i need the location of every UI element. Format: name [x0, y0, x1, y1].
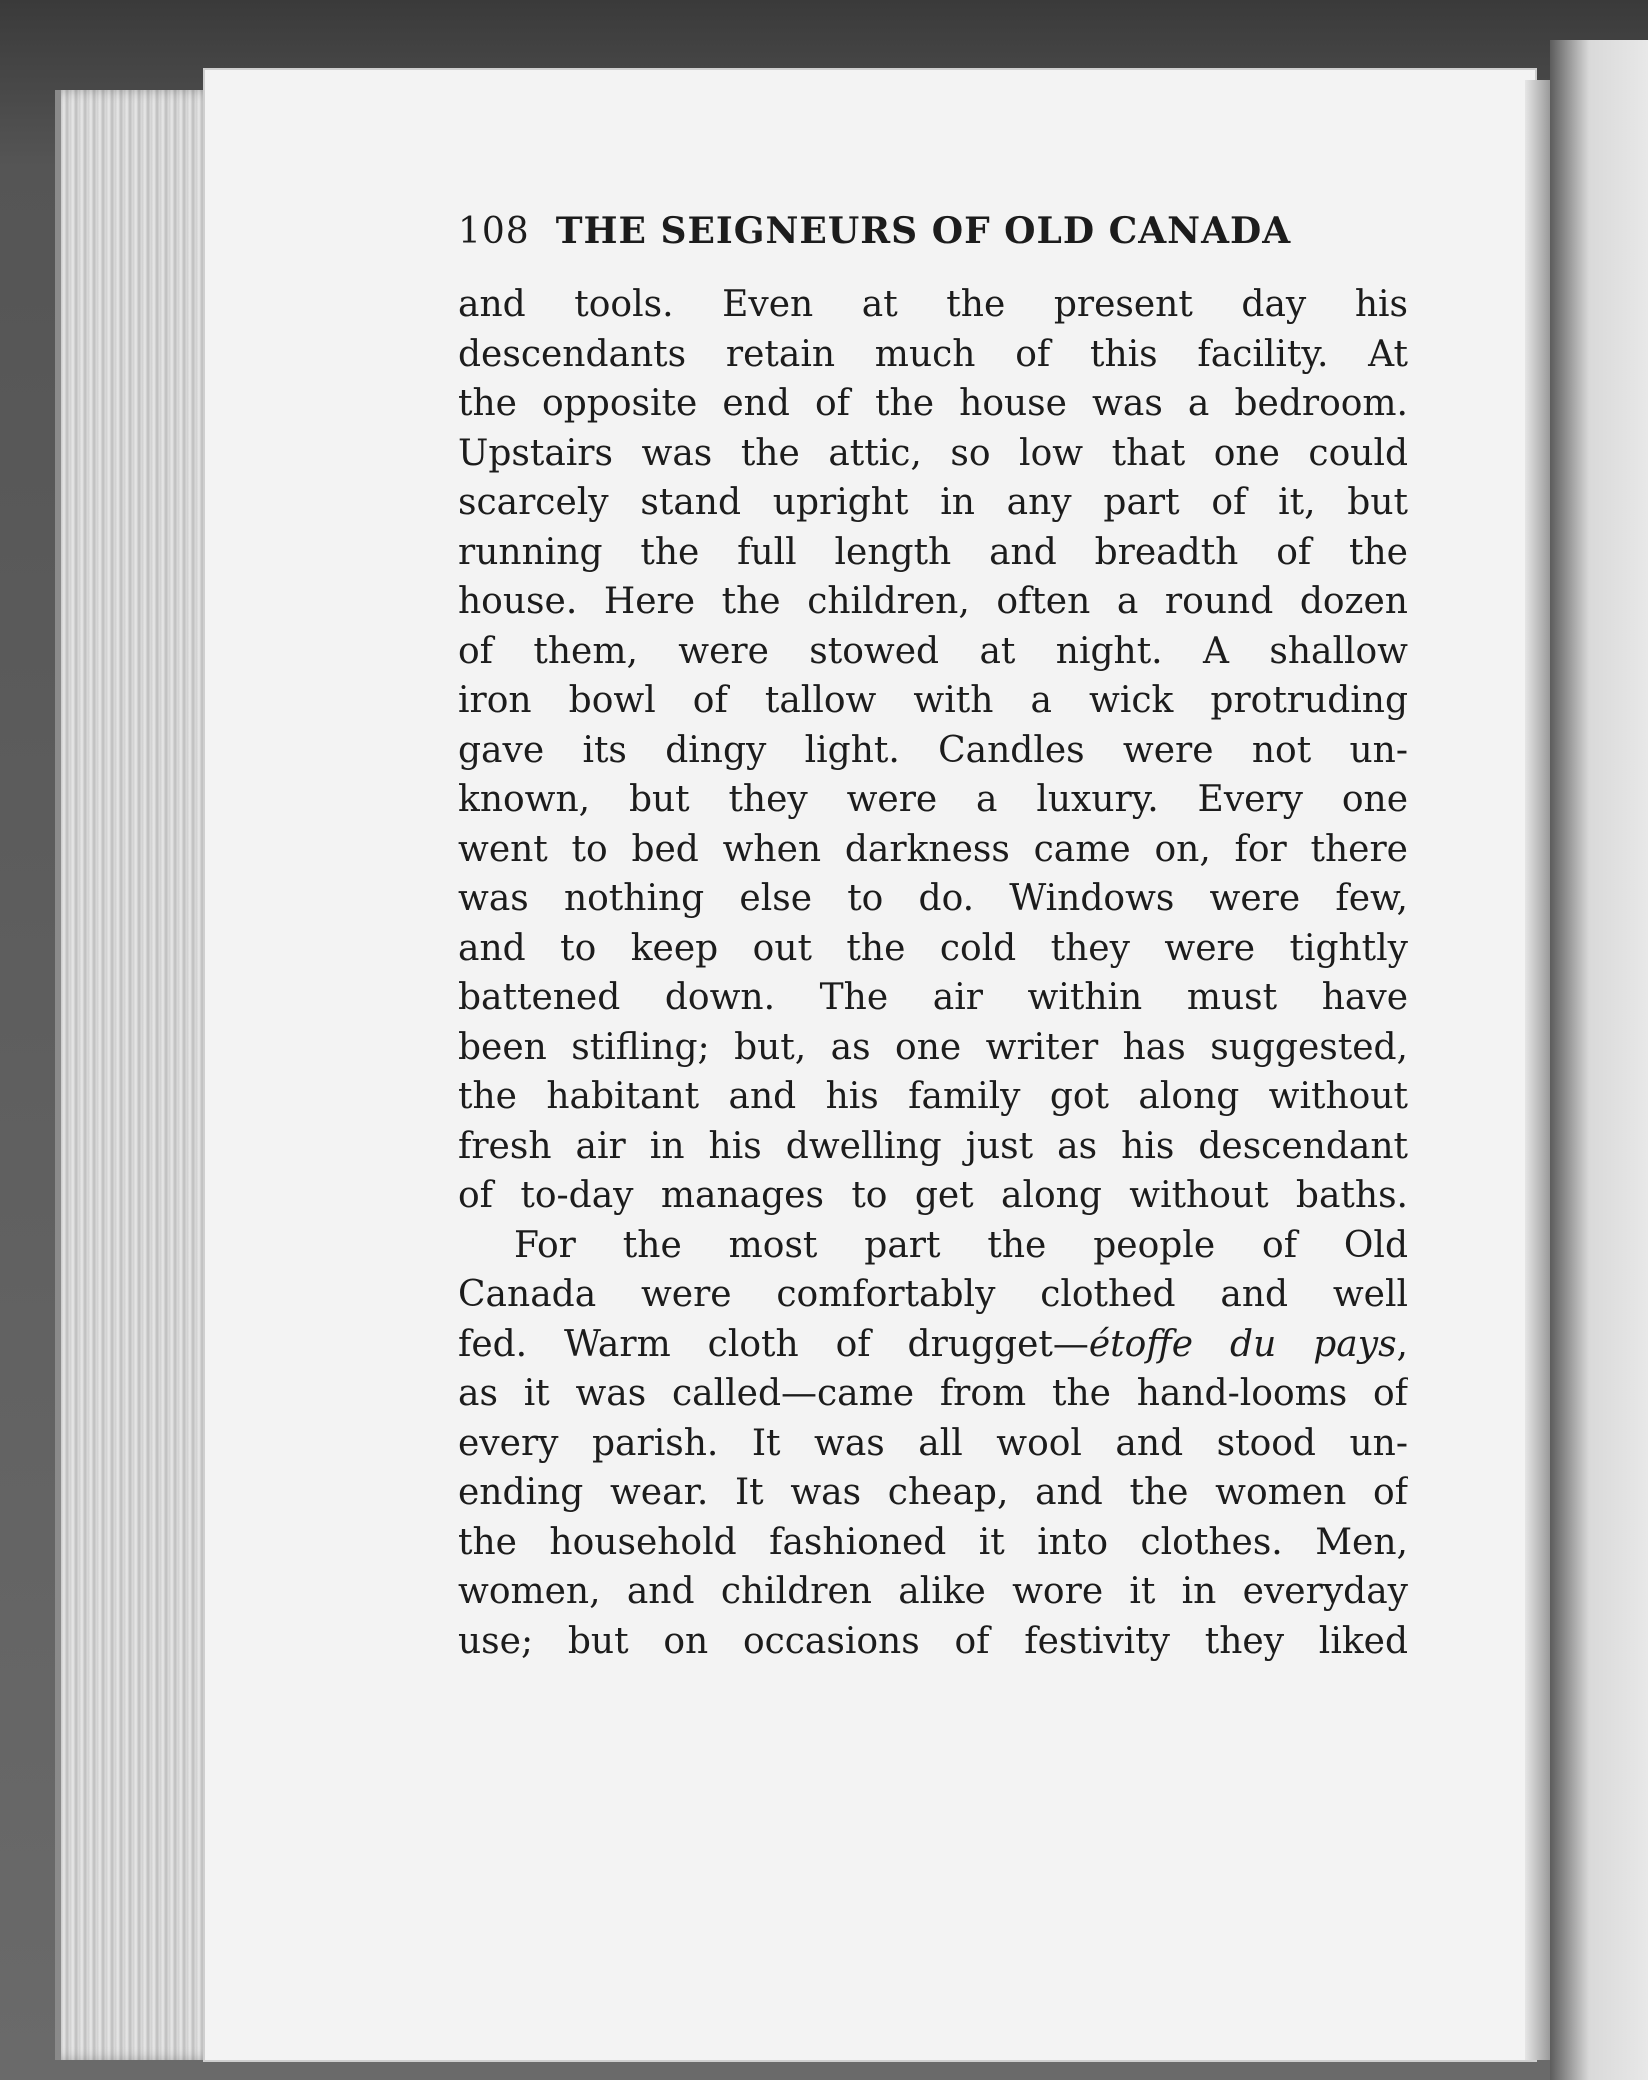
italic-phrase: étoffe du pays [1088, 1323, 1397, 1365]
text-line: as it was called—came from the hand-looms of [458, 1373, 1408, 1414]
text-line: Upstairs was the attic, so low that one could [458, 432, 1408, 474]
paragraph-start-line: For the most part the people of Old [514, 1224, 1408, 1266]
text-line: the opposite end of the house was a bedroom. [458, 383, 1408, 424]
text-line: every parish. It was all wool and stood un- [458, 1422, 1408, 1464]
text-line: battened down. The air within must have [458, 977, 1408, 1018]
running-head [458, 210, 1408, 270]
text-line: gave its dingy light. Candles were not un- [458, 729, 1408, 771]
text-line: went to bed when darkness came on, for there [458, 828, 1408, 870]
text-line: Canada were comfortably clothed and well [458, 1274, 1408, 1315]
text-line: the household fashioned it into clothes. Men, [458, 1521, 1408, 1563]
text-line: use; but on occasions of festivity they liked [458, 1620, 1408, 1662]
text-line: fresh air in his dwelling just as his descendant [458, 1125, 1408, 1167]
text-line: running the full length and breadth of the [458, 531, 1408, 573]
text-line-with-italic [458, 1320, 1408, 1370]
text-line: of them, were stowed at night. A shallow [458, 630, 1408, 672]
text-line: and to keep out the cold they were tightly [458, 927, 1408, 969]
text-line: women, and children alike wore it in everyday [458, 1571, 1408, 1612]
line-text-before: fed. Warm cloth of drugget— [458, 1323, 1089, 1365]
facing-page-edge [1550, 40, 1648, 2080]
text-line: known, but they were a luxury. Every one [458, 779, 1408, 820]
text-line: ending wear. It was cheap, and the women of [458, 1472, 1408, 1513]
text-line: was nothing else to do. Windows were few, [458, 878, 1408, 919]
book-title: THE SEIGNEURS OF OLD CANADA [555, 210, 1292, 252]
text-line: and tools. Even at the present day his [458, 284, 1408, 325]
text-line: scarcely stand upright in any part of it, but [458, 482, 1408, 523]
page-gutter-shadow [1525, 80, 1550, 2060]
text-line: the habitant and his family got along without [458, 1076, 1408, 1117]
page-text-block [458, 210, 1408, 1666]
page-number: 108 [458, 211, 530, 252]
text-line: of to-day manages to get along without baths. [458, 1175, 1408, 1216]
text-line: been stifling; but, as one writer has suggested, [458, 1026, 1408, 1068]
text-line: iron bowl of tallow with a wick protruding [458, 680, 1408, 721]
text-line: house. Here the children, often a round dozen [458, 581, 1408, 622]
text-line: descendants retain much of this facility. At [458, 333, 1408, 375]
line-text-after: , [1396, 1323, 1408, 1365]
